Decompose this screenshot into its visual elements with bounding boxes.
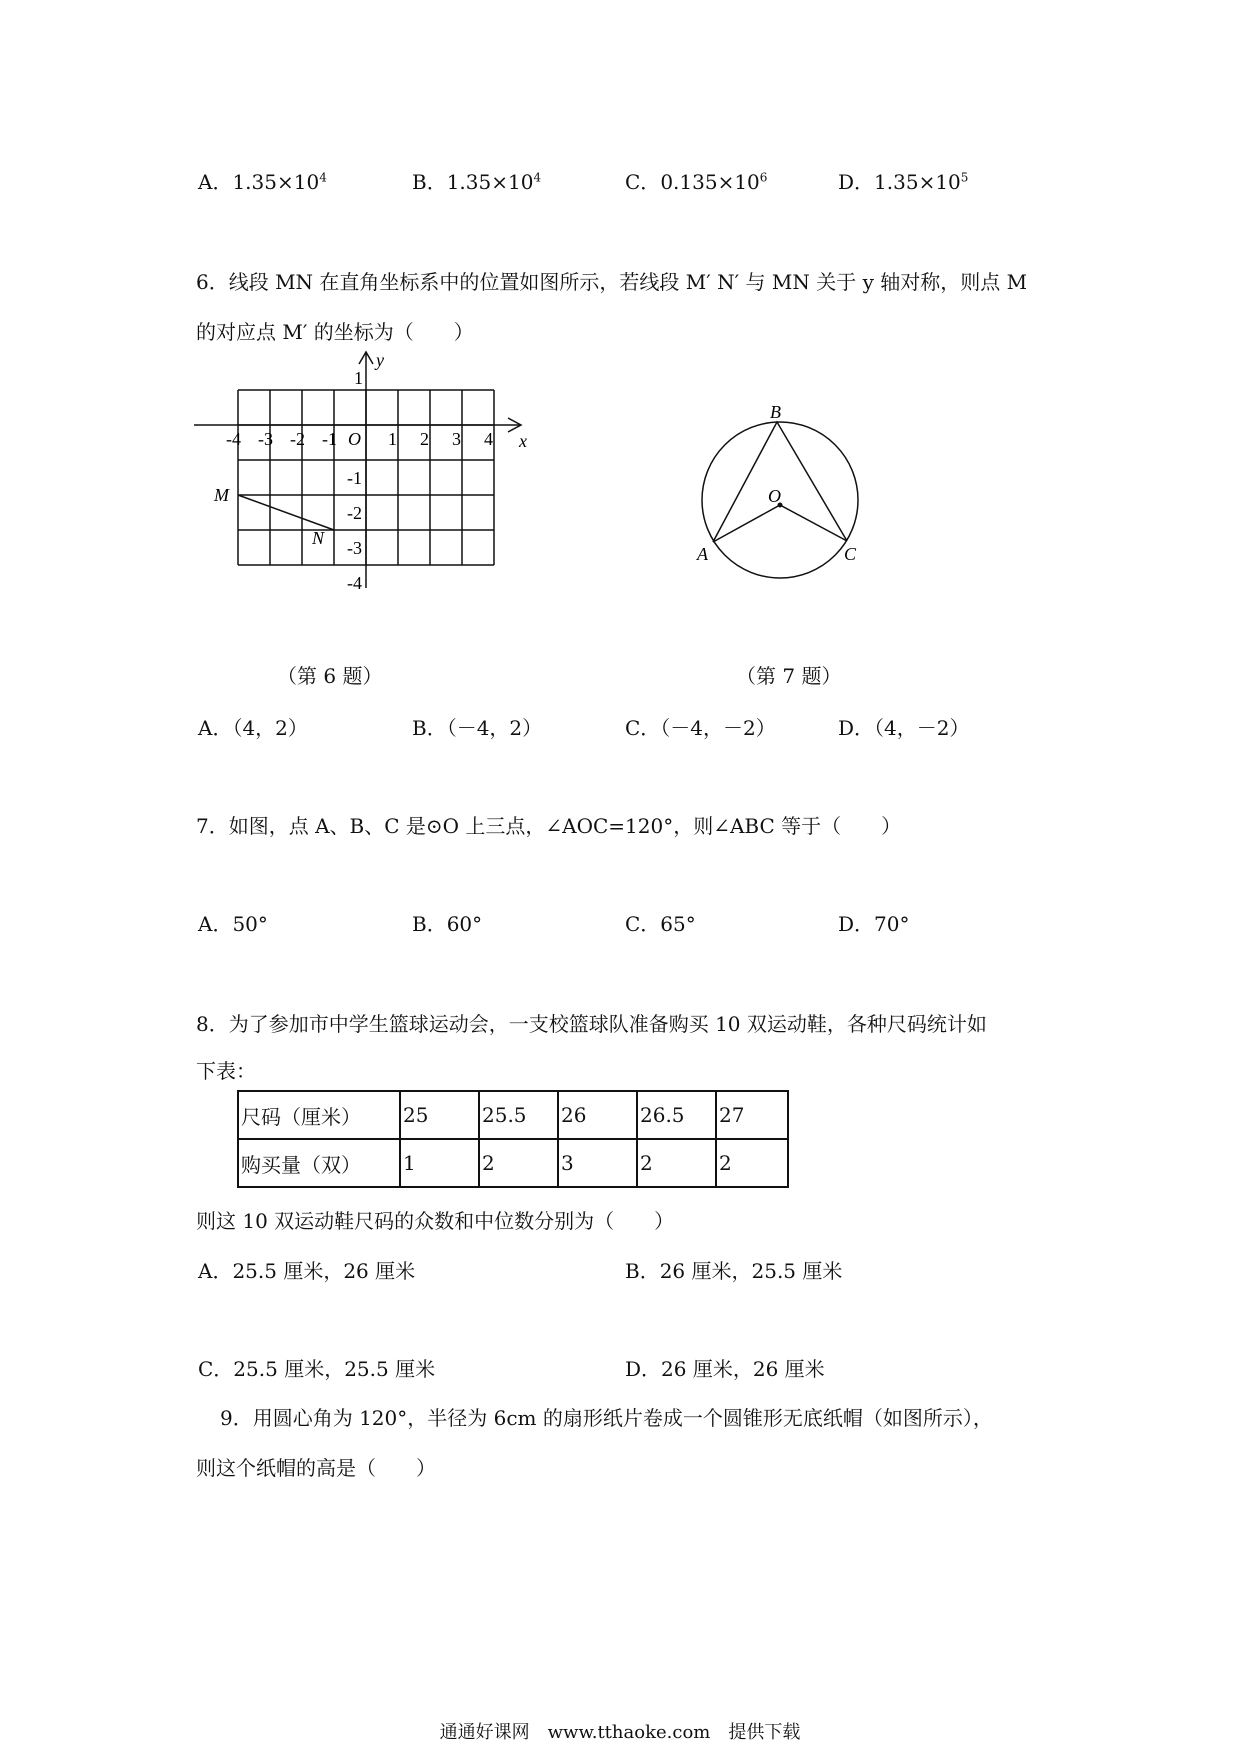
table-cell: 3 <box>558 1139 637 1187</box>
q8-question: 则这 10 双运动鞋尺码的众数和中位数分别为（ ） <box>196 1209 675 1233</box>
q6-option-b: B．（－4，2） <box>412 716 543 740</box>
x-tick-label: 2 <box>420 429 429 449</box>
q7-label-o: O <box>768 486 781 506</box>
q7-chord-ab-bc <box>713 422 847 542</box>
table-cell: 尺码（厘米） <box>238 1091 400 1139</box>
q6-coordinate-figure <box>190 348 550 618</box>
q6-stem-line1: 6．线段 MN 在直角坐标系中的位置如图所示，若线段 M′ N′ 与 MN 关于 y 轴对称，则点 M <box>196 270 1028 294</box>
q7-circle-figure <box>680 400 900 600</box>
q8-option-a: A．25.5 厘米，26 厘米 <box>198 1259 416 1283</box>
q5-option-b: B．$1.35\times 10^4$ <box>412 170 542 194</box>
q7-radii-oa-oc <box>713 505 847 542</box>
x-tick-label: 3 <box>452 429 461 449</box>
q7-label-c: C <box>844 544 857 564</box>
q9-stem-line1: 9．用圆心角为 120°，半径为 6cm 的扇形纸片卷成一个圆锥形无底纸帽（如图所示）， <box>220 1406 993 1430</box>
q6-y-axis-label: y <box>376 350 384 370</box>
q7-option-b: B．60° <box>412 912 483 936</box>
table-cell: 27 <box>716 1091 788 1139</box>
q7-label-a: A <box>697 544 708 564</box>
q8-option-b: B．26 厘米，25.5 厘米 <box>625 1259 843 1283</box>
table-cell: 购买量（双） <box>238 1139 400 1187</box>
q7-option-c: C．65° <box>625 912 696 936</box>
q8-stem-line1: 8．为了参加市中学生篮球运动会，一支校篮球队准备购买 10 双运动鞋，各种尺码统计如 <box>196 1012 987 1036</box>
q6-figure-caption: （第 6 题） <box>277 664 383 688</box>
q7-stem: 7．如图，点 A、B、C 是⊙O 上三点，∠AOC=120°，则∠ABC 等于（ ） <box>196 814 902 838</box>
q7-figure-caption: （第 7 题） <box>736 664 842 688</box>
table-cell: 2 <box>716 1139 788 1187</box>
table-cell: 1 <box>400 1139 479 1187</box>
q7-label-b: B <box>770 402 781 422</box>
q6-option-c: C．（－4，－2） <box>625 716 776 740</box>
x-tick-label: -2 <box>290 429 305 449</box>
table-cell: 26.5 <box>637 1091 716 1139</box>
x-tick-label: 4 <box>484 429 493 449</box>
q5-option-d: D．$1.35\times 10^5$ <box>838 170 969 194</box>
table-cell: 25.5 <box>479 1091 558 1139</box>
q6-origin-label: O <box>348 429 361 449</box>
y-tick-label: -1 <box>347 468 362 488</box>
table-cell: 2 <box>637 1139 716 1187</box>
page-footer: 通通好课网 www.tthaoke.com 提供下载 <box>439 1722 801 1743</box>
q8-option-c: C．25.5 厘米，25.5 厘米 <box>198 1357 436 1381</box>
y-tick-label: -4 <box>347 573 362 593</box>
q6-option-a: A．（4，2） <box>198 716 308 740</box>
q6-point-m-label: M <box>214 485 229 505</box>
table-cell: 26 <box>558 1091 637 1139</box>
x-tick-label: -4 <box>226 429 241 449</box>
y-tick-label: -3 <box>347 538 362 558</box>
q8-option-d: D．26 厘米，26 厘米 <box>625 1357 825 1381</box>
q6-x-axis-label: x <box>519 431 527 451</box>
q7-option-d: D．70° <box>838 912 910 936</box>
q7-option-a: A．50° <box>198 912 268 936</box>
q8-stem-line2: 下表： <box>196 1059 256 1083</box>
q6-option-d: D．（4，－2） <box>838 716 970 740</box>
x-tick-label: 1 <box>388 429 397 449</box>
y-tick-label: -2 <box>347 503 362 523</box>
q5-option-a: A．$1.35\times 10^4$ <box>198 170 327 194</box>
x-tick-label: -3 <box>258 429 273 449</box>
y-tick-label: 1 <box>354 368 363 388</box>
q5-option-c: C．$0.135\times 10^6$ <box>625 170 768 194</box>
q6-segment-mn <box>238 495 334 530</box>
q6-stem-line2: 的对应点 M′ 的坐标为（ ） <box>196 320 474 344</box>
q6-point-n-label: N <box>312 528 325 548</box>
table-cell: 25 <box>400 1091 479 1139</box>
q8-size-table <box>237 1090 789 1188</box>
q9-stem-line2: 则这个纸帽的高是（ ） <box>196 1456 436 1480</box>
x-tick-label: -1 <box>322 429 337 449</box>
table-cell: 2 <box>479 1139 558 1187</box>
table-row <box>238 1139 788 1187</box>
table-row <box>238 1091 788 1139</box>
